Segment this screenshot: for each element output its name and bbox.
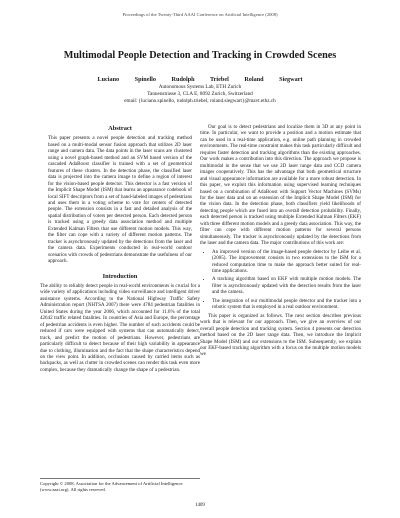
right-column — [200, 124, 361, 358]
affiliation-email: email: {luciano.spinello, rudolph.triebel, roland.siegwart}@mavt.ethz.ch — [124, 98, 276, 104]
abstract-text: This paper presents a novel people detection and tracking method based on a multi-modal sensor fusion approach that utilizes 2D laser range and camera data. The data points in the laser scans are clustered using a novel graph-based method and an SVM based version of the cascaded AdaBoost classifier is trained with a set of geometrical features of these clusters. In the detection phase, the classified laser data is projected into the camera image to define a region of interest for the vision-based people detector. This detector is a fast version of the Implicit Shape Model (ISM) that learns an appearance codebook of local SIFT descriptors from a set of hand-labeled images of pedestrians and uses them in a voting scheme to vote for centers of detected people. The extension consists in a fast and detailed analysis of the spatial distribution of voters per detected person. Each detected person is tracked using a greedy data association method and multiple Extended Kalman Filters that use different motion models. This way, the filter can cope with a variety of different motion patterns. The tracker is asynchronously updated by the detections from the laser and the camera data. Experiments conducted in real-world outdoor scenarios with crowds of pedestrians demonstrate the usefulness of our approach. — [48, 135, 192, 265]
abstract-heading: Abstract — [108, 125, 132, 132]
paper-title: Multimodal People Detection and Tracking in Crowded Scenes — [63, 50, 337, 61]
body-paragraph: This paper is organized as follows. The next section describes previous work that is relevant for our approach. Then, we give an overview of our overall people detection and tracking system. Section 4 presents our detection method based on the 2D laser range data. Then, we introduce the Implicit Shape Model (ISM) and our extensions to the ISM. Subsequently, we explain our EKF-based tracking algorithm with a focus on the multiple motion models we — [200, 312, 361, 358]
affiliation-line: Tannenstrasse 3, CLA E, 8092 Zurich, Switzerland — [147, 91, 253, 97]
affiliation-line: Autonomous Systems Lab, ETH Zurich — [158, 84, 242, 90]
contribution-item: • The integration of our multimodal people detector and the tracker into a robotic system that is employed in a real outdoor environment. — [212, 298, 361, 311]
author-list: Luciano Spinello Rudolph Triebel Roland Siegwart — [97, 76, 303, 83]
contribution-list — [200, 249, 361, 311]
abstract-body — [40, 135, 200, 264]
page-number: 1409 — [195, 503, 205, 508]
body-paragraph: Our goal is to detect pedestrians and localize them in 3D at any point in time. In particular, we want to provide a position and a motion estimate that can be used in a real-time application, e.g. online path planning in crowded environments. The real-time constraint makes this task particularly difficult and requires faster detection and tracking algorithms than the existing approaches. Our work makes a contribution into this direction. The approach we propose is multimodal in the sense that we use 2D laser range data and CCD camera images cooperatively. This has the advantage that both geometrical structure and visual appearance information are available for a more robust detection. In this paper, we exploit this information using supervised learning techniques based on a combination of AdaBoost with Support Vector Machines (SVMs) for the laser data and on an extension of the Implicit Shape Model (ISM) for the vision data. In the detection phase, both classifiers yield likelihoods of detecting people which are fused into an overall detection probability. Finally, each detected person is tracked using multiple Extended Kalman Filters (EKF) with three different motion models and a greedy data association. This way, the filter can cope with different motion patterns for several persons simultaneously. The tracker is asynchronously updated by the detections from the laser and the camera data. The major contributions of this work are: — [200, 124, 361, 247]
contribution-item: • A tracking algorithm based on EKF with multiple motion models. The filter is asynchronously updated with the detection results from the laser and the camera. — [212, 276, 361, 295]
introduction-heading: Introduction — [102, 272, 138, 280]
left-column — [40, 126, 200, 373]
contribution-item: • An improved version of the image-based people detector by Leibe et al. (2005). The improvement consists in two extensions to the ISM for a reduced computation time to make the approach better suited for real-time applications. — [212, 249, 361, 275]
running-header: Proceedings of the Twenty-Third AAAI Conference on Artificial Intelligence (2008) — [122, 12, 278, 17]
copyright-footnote: Copyright © 2008, Association for the Advancement of Artificial Intelligence (www.aaai.org). All rights reserved. — [40, 478, 200, 493]
introduction-paragraph: The ability to reliably detect people in real-world environments is crucial for a wide variety of applications including video surveillance and intelligent driver assistance systems. According to the National Highway Traffic Safety Administration report (NHTSA 2007) there were 4784 pedestrian fatalities in United States during the year 2006, which accounted for 11.6% of the total 42642 traffic related fatalities. In countries of Asia and Europe, the percentage of pedestrian accidents is even higher. The number of such accidents could be reduced if cars were equipped with systems that can automatically detect, track, and predict the motion of pedestrians. However, pedestrians are particularly difficult to detect because of their high variability in appearance due to clothing, illumination and the fact that the shape characteristics depend on the view point. In addition, occlusions caused by carried items such as backpacks, as well as clutter in crowded scenes can render this task even more complex, because they dramatically change the shape of a pedestrian. — [40, 282, 200, 373]
